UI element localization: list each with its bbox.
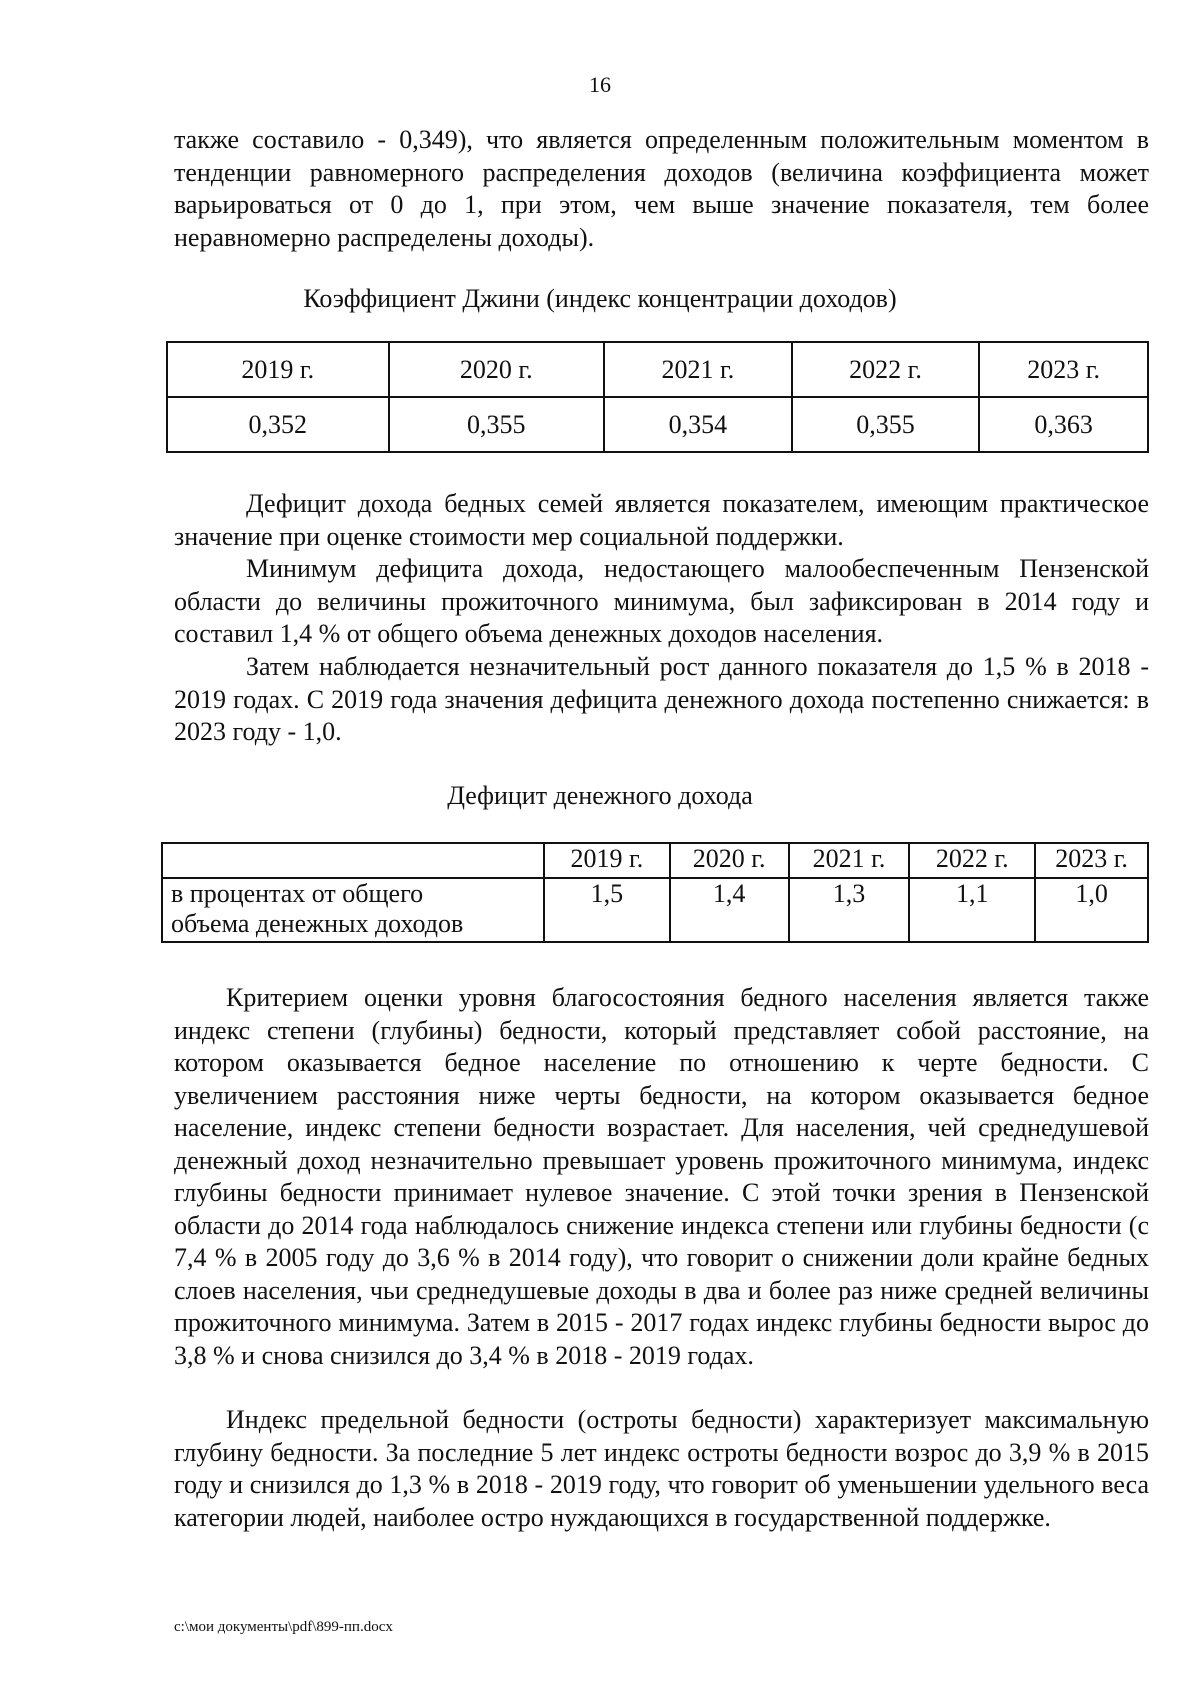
paragraph-poverty-depth: Критерием оценки уровня благосостояния бедного населения является также индекс степени (глубины) бедности, который представляет собой расстояние, на котором оказывается бедное население по отношению к черте бедности. С увеличением расстояния ниже черты бедности, на котором оказывается бедное население, индекс степени бедности возрастает. Для населения, чей среднедушевой денежный доход незначительно превышает уровень прожиточного минимума, индекс глубины бедности принимает нулевое значение. С этой точки зрения в Пензенской области до 2014 года наблюдалось снижение индекса степени или глубины бедности (с 7,4 % в 2005 году до 3,6 % в 2014 году), что говорит о снижении доли крайне бедных слоев населения, чьи среднедушевые доходы в два и более раз ниже средней величины прожиточного минимума. Затем в 2015 - 2017 годах индекс глубины бедности вырос до 3,8 % и снова снизился до 3,4 % в 2018 - 2019 годах. [174, 983, 1149, 1370]
gini-value-cell: 0,363 [979, 397, 1148, 452]
deficit-value-cell: 1,0 [1035, 878, 1148, 942]
file-path-footer: c:\мои документы\pdf\899-пп.docx [174, 1619, 393, 1635]
deficit-value-cell: 1,3 [789, 878, 910, 942]
page-number: 16 [589, 72, 611, 97]
gini-value-cell: 0,355 [792, 397, 980, 452]
gini-value-cell: 0,355 [389, 397, 605, 452]
deficit-year-cell: 2021 г. [789, 843, 910, 878]
deficit-year-cell: 2023 г. [1035, 843, 1148, 878]
deficit-year-cell: 2022 г. [909, 843, 1035, 878]
gini-table-values-row [167, 397, 1148, 452]
gini-year-cell: 2021 г. [604, 342, 792, 397]
gini-table-caption: Коэффициент Джини (индекс концентрации доходов) [303, 284, 897, 313]
gini-table [166, 341, 1149, 453]
deficit-table-values-row [162, 878, 1148, 942]
deficit-table [161, 842, 1149, 943]
deficit-row-label-cell [162, 878, 544, 942]
paragraph-deficit-intro: Дефицит дохода бедных семей является показателем, имеющим практическое значение при оценке стоимости мер социальной поддержки. [174, 489, 1149, 551]
paragraph-gini-intro: также составило - 0,349), что является определенным положительным моментом в тенденции равномерного распределения доходов (величина коэффициента может варьироваться от 0 до 1, при этом, чем выше значение показателя, тем более неравномерно распределены доходы). [174, 125, 1149, 252]
gini-value-cell: 0,352 [167, 397, 389, 452]
gini-year-cell: 2022 г. [792, 342, 980, 397]
deficit-value-cell: 1,5 [544, 878, 670, 942]
paragraph-deficit-minimum: Минимум дефицита дохода, недостающего малообеспеченным Пензенской области до величины прожиточного минимума, был зафиксирован в 2014 году и составил 1,4 % от общего объема денежных доходов населения. [174, 554, 1149, 648]
deficit-value-cell: 1,4 [670, 878, 789, 942]
gini-year-cell: 2019 г. [167, 342, 389, 397]
deficit-table-caption: Дефицит денежного дохода [447, 781, 753, 810]
gini-year-cell: 2020 г. [389, 342, 605, 397]
gini-table-header-row [167, 342, 1148, 397]
deficit-row-label-line1: в процентах от общего [171, 879, 424, 908]
paragraph-deficit-trend: Затем наблюдается незначительный рост данного показателя до 1,5 % в 2018 - 2019 годах. С 2019 года значения дефицита денежного дохода постепенно снижается: в 2023 году - 1,0. [174, 652, 1149, 746]
deficit-year-cell: 2020 г. [670, 843, 789, 878]
deficit-header-empty-cell [162, 843, 544, 878]
gini-value-cell: 0,354 [604, 397, 792, 452]
paragraph-poverty-severity: Индекс предельной бедности (остроты бедности) характеризует максимальную глубину бедности. За последние 5 лет индекс остроты бедности возрос до 3,9 % в 2015 году и снизился до 1,3 % в 2018 - 2019 году, что говорит об уменьшении удельного веса категории людей, наиболее остро нуждающихся в государственной поддержке. [174, 1405, 1149, 1532]
deficit-table-header-row [162, 843, 1148, 878]
deficit-value-cell: 1,1 [909, 878, 1035, 942]
deficit-row-label-line2: объема денежных доходов [171, 909, 464, 938]
gini-year-cell: 2023 г. [979, 342, 1148, 397]
deficit-year-cell: 2019 г. [544, 843, 670, 878]
